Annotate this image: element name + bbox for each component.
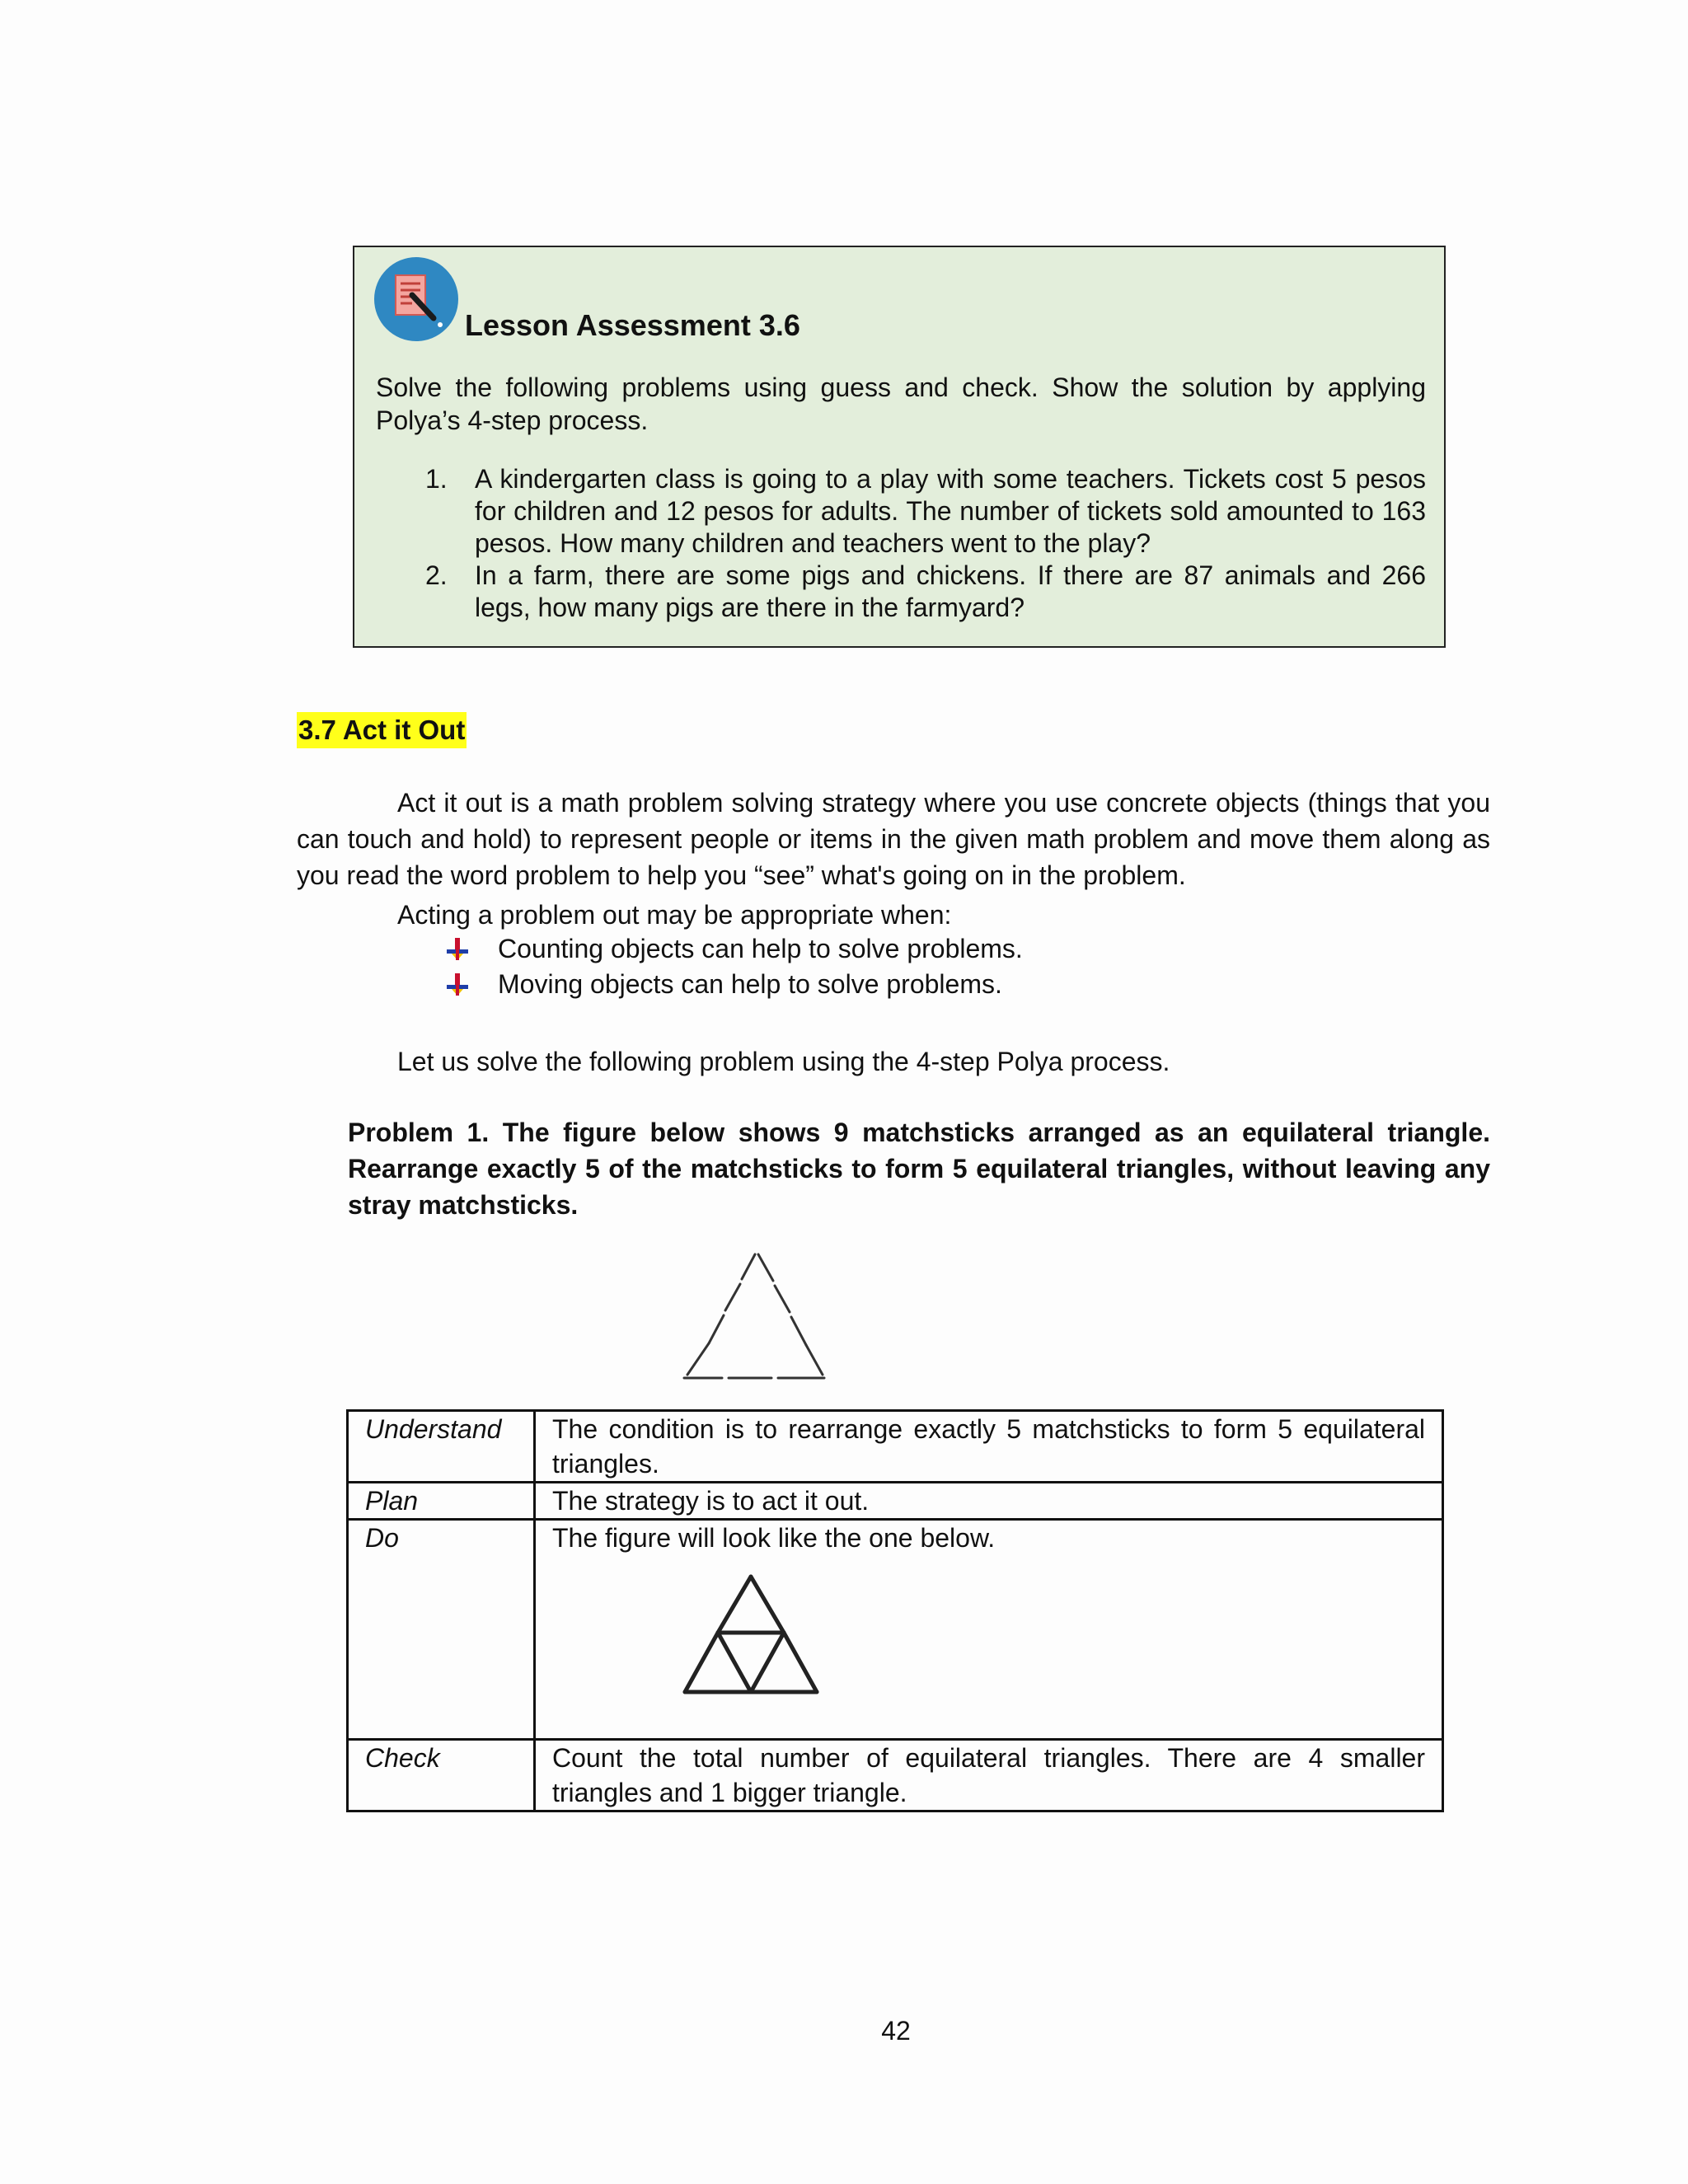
bullet-text: Counting objects can help to solve problems. (498, 934, 1023, 963)
page-number: 42 (881, 2016, 911, 2046)
step-label: Plan (348, 1483, 535, 1520)
lesson-assessment-box (353, 246, 1446, 648)
paragraph-text: Act it out is a math problem solving strategy where you use concrete objects (things that you can touch and hold) to represent people or items in the given math problem and move them along as you read the word problem to help you “see” what's going on in the problem. (297, 788, 1490, 890)
list-item (425, 560, 1426, 624)
bullet-text: Moving objects can help to solve problems. (498, 969, 1002, 999)
matchstick-triangle-figure (676, 1246, 841, 1394)
bullet-list (445, 931, 1023, 1002)
step-label: Understand (348, 1411, 535, 1483)
step-description: The strategy is to act it out. (535, 1483, 1443, 1520)
list-item (425, 463, 1426, 560)
assessment-instructions: Solve the following problems using guess and check. Show the solution by applying Polya’s 4-step process. (376, 373, 1426, 435)
acting-intro: Acting a problem out may be appropriate when: (397, 900, 952, 930)
section-paragraph (297, 785, 1490, 893)
notepad-pencil-icon (374, 257, 458, 341)
polya-steps-table (346, 1409, 1444, 1812)
step-description-cell (535, 1520, 1443, 1740)
step-description: Count the total number of equilateral triangles. There are 4 smaller triangles and 1 bigger triangle. (535, 1740, 1443, 1811)
item-number: 2. (425, 560, 448, 590)
arrow-down-bullet-icon (445, 936, 470, 961)
section-heading: 3.7 Act it Out (297, 712, 467, 748)
assessment-problem-list (425, 463, 1426, 624)
table-row (348, 1483, 1443, 1520)
step-description: The figure will look like the one below. (552, 1523, 996, 1553)
table-row (348, 1740, 1443, 1811)
table-row (348, 1411, 1443, 1483)
step-label: Check (348, 1740, 535, 1811)
item-number: 1. (425, 464, 448, 494)
step-description: The condition is to rearrange exactly 5 matchsticks to form 5 equilateral triangles. (535, 1411, 1443, 1483)
item-text: A kindergarten class is going to a play with some teachers. Tickets cost 5 pesos for children and 12 pesos for adults. The number of tickets sold amounted to 163 pesos. How many children and teachers went to the play? (475, 464, 1426, 558)
list-item (445, 931, 1023, 967)
problem-statement: Problem 1. The figure below shows 9 matchsticks arranged as an equilateral triangle. Rearrange exactly 5 of the matchsticks to form 5 equilateral triangles, without leaving any stray matchsticks. (348, 1118, 1490, 1220)
arrow-down-bullet-icon (445, 972, 470, 996)
list-item (445, 967, 1023, 1002)
table-row (348, 1520, 1443, 1740)
item-text: In a farm, there are some pigs and chickens. If there are 87 animals and 266 legs, how many pigs are there in the farmyard? (475, 560, 1426, 622)
step-label: Do (348, 1520, 535, 1740)
five-triangles-figure (673, 1570, 829, 1702)
assessment-title: Lesson Assessment 3.6 (465, 308, 800, 342)
intro-sentence: Let us solve the following problem using the 4-step Polya process. (397, 1047, 1170, 1076)
